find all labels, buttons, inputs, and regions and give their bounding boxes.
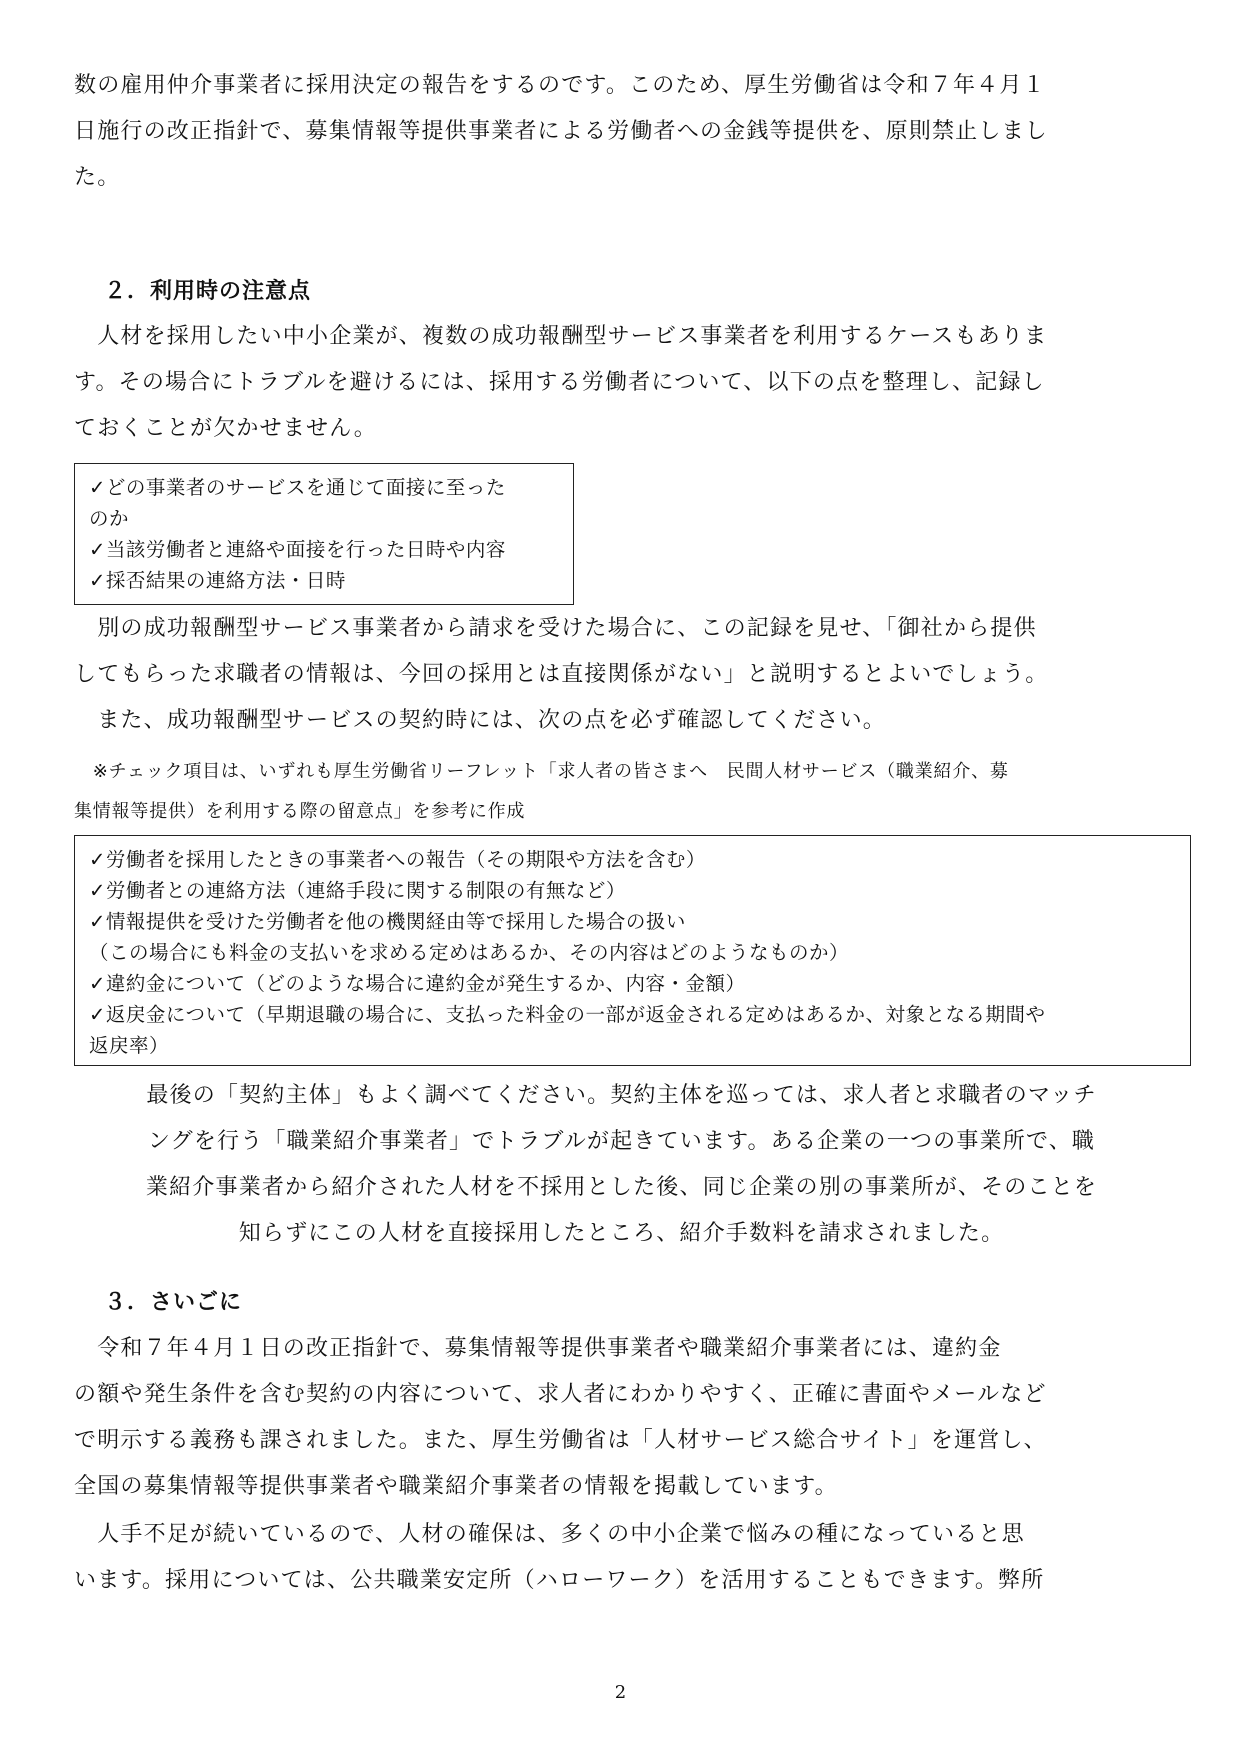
page-number: 2 — [614, 1682, 627, 1703]
section-heading-3: ３．さいごに — [104, 1290, 243, 1315]
checklist-item: ✓労働者との連絡方法（連絡手段に関する制限の有無など） — [89, 879, 626, 902]
checklist-item: のか — [89, 507, 130, 530]
text-line: ングを行う「職業紹介事業者」でトラブルが起きています。ある企業の一つの事業所で、職 — [147, 1129, 1096, 1154]
text-line: 別の成功報酬型サービス事業者から請求を受けた場合に、この記録を見せ、「御社から提供 — [74, 616, 1037, 641]
section3-paragraph-2 — [74, 1512, 1169, 1604]
checklist-item: ✓採否結果の連絡方法・日時 — [89, 569, 346, 592]
checklist-box-contract — [74, 835, 1191, 1066]
text-line: 令和７年４月１日の改正指針で、募集情報等提供事業者や職業紹介事業者には、違約金 — [74, 1336, 1002, 1361]
checklist-item: （この場合にも料金の支払いを求める定めはあるか、その内容はどのようなものか） — [89, 941, 850, 964]
checklist-item: ✓違約金について（どのような場合に違約金が発生するか、内容・金額） — [89, 972, 746, 995]
text-line: してもらった求職者の情報は、今回の採用とは直接関係がない」と説明するとよいでしょう。 — [74, 662, 1049, 687]
text-line: 業紹介事業者から紹介された人材を不採用とした後、同じ企業の別の事業所が、そのことを — [145, 1175, 1098, 1200]
reference-note — [74, 752, 1169, 832]
text-line: す。その場合にトラブルを避けるには、採用する労働者について、以下の点を整理し、記録し — [74, 370, 1045, 395]
text-line: います。採用については、公共職業安定所（ハローワーク）を活用することもできます。弊所 — [74, 1568, 1045, 1593]
text-line: 最後の「契約主体」もよく調べてください。契約主体を巡っては、求人者と求職者のマッチ — [146, 1083, 1097, 1108]
text-line: ※チェック項目は、いずれも厚生労働省リーフレット「求人者の皆さまへ 民間人材サービス（職業紹介、募 — [74, 761, 1009, 782]
section2-paragraph-2 — [74, 606, 1169, 744]
text-line: 日施行の改正指針で、募集情報等提供事業者による労働者への金銭等提供を、原則禁止しまし — [74, 119, 1048, 144]
checklist-item: ✓労働者を採用したときの事業者への報告（その期限や方法を含む） — [89, 848, 706, 871]
checklist-item: 返戻率） — [89, 1034, 170, 1057]
checklist-item: ✓情報提供を受けた労働者を他の機関経由等で採用した場合の扱い — [89, 910, 686, 933]
text-line: の額や発生条件を含む契約の内容について、求人者にわかりやすく、正確に書面やメールなど — [74, 1382, 1047, 1407]
section2-paragraph-3 — [74, 1073, 1169, 1257]
text-line: ておくことが欠かせません。 — [74, 416, 377, 441]
text-line: また、成功報酬型サービスの契約時には、次の点を必ず確認してください。 — [74, 708, 887, 733]
text-line: 人材を採用したい中小企業が、複数の成功報酬型サービス事業者を利用するケースもありま — [74, 324, 1048, 349]
checklist-item: ✓当該労働者と連絡や面接を行った日時や内容 — [89, 538, 506, 561]
text-line: 人手不足が続いているので、人材の確保は、多くの中小企業で悩みの種になっていると思 — [74, 1522, 1025, 1547]
section-heading-2: ２．利用時の注意点 — [104, 279, 312, 304]
text-line: 知らずにこの人材を直接採用したところ、紹介手数料を請求されました。 — [238, 1221, 1005, 1246]
checklist-item: ✓どの事業者のサービスを通じて面接に至った — [89, 476, 506, 499]
text-line: た。 — [74, 165, 121, 190]
text-line: 集情報等提供）を利用する際の留意点」を参考に作成 — [74, 801, 526, 822]
section2-paragraph-1 — [74, 314, 1169, 452]
text-line: 全国の募集情報等提供事業者や職業紹介事業者の情報を掲載しています。 — [74, 1474, 838, 1499]
text-line: で明示する義務も課されました。また、厚生労働省は「人材サービス総合サイト」を運営し、 — [74, 1428, 1047, 1453]
text-line: 数の雇用仲介事業者に採用決定の報告をするのです。このため、厚生労働省は令和７年４月１ — [74, 73, 1046, 98]
section3-paragraph-1 — [74, 1326, 1169, 1510]
checklist-item: ✓返戻金について（早期退職の場合に、支払った料金の一部が返金される定めはあるか、対象となる期間や — [89, 1003, 1046, 1026]
intro-paragraph — [74, 63, 1169, 201]
checklist-box-records — [74, 463, 574, 605]
